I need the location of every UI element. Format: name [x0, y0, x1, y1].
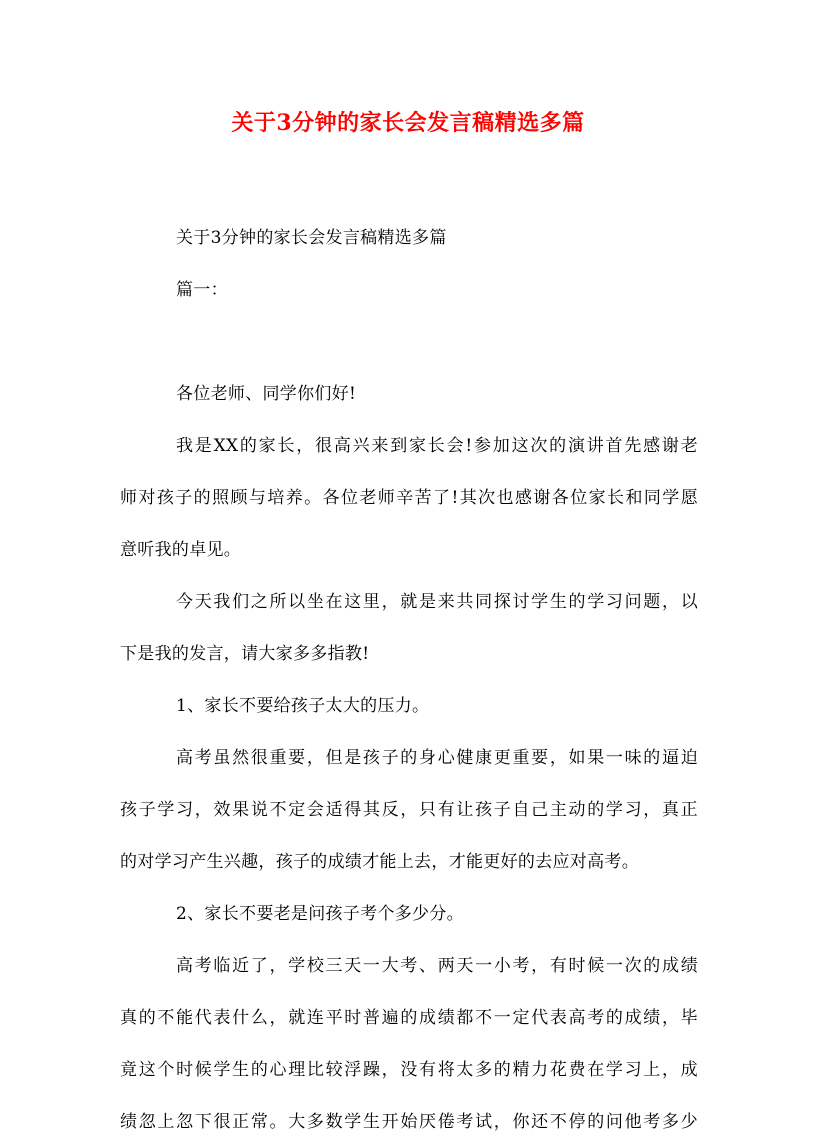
paragraph-line: 下是我的发言，请大家多多指教!: [120, 644, 370, 664]
paragraph-line: 的对学习产生兴趣，孩子的成绩才能上去，才能更好的去应对高考。: [120, 852, 639, 872]
blank-line: [120, 327, 698, 379]
document-body: [120, 223, 698, 1138]
greeting-line: 各位老师、同学你们好!: [176, 384, 357, 404]
paragraph-3: [120, 743, 698, 878]
paragraph-line: 我是XX的家长，很高兴来到家长会!参加这次的演讲首先感谢老: [176, 436, 698, 456]
document-title: 关于3分钟的家长会发言稿精选多篇: [231, 110, 585, 136]
paragraph-line: 真的不能代表什么，就连平时普遍的成绩都不一定代表高考的成绩，毕: [120, 1008, 698, 1028]
paragraph-line: 竟这个时候学生的心理比较浮躁，没有将太多的精力花费在学习上，成: [120, 1060, 698, 1080]
subtitle-line: 关于3分钟的家长会发言稿精选多篇: [176, 228, 447, 248]
paragraph-1: [120, 431, 698, 566]
paragraph-line: 今天我们之所以坐在这里，就是来共同探讨学生的学习问题，以: [176, 592, 698, 612]
paragraph-line: 师对孩子的照顾与培养。各位老师辛苦了!其次也感谢各位家长和同学愿: [120, 488, 698, 508]
paragraph-4: [120, 951, 698, 1138]
paragraph-line: 孩子学习，效果说不定会适得其反，只有让孩子自己主动的学习，真正: [120, 800, 698, 820]
paragraph-line: 绩忽上忽下很正常。大多数学生开始厌倦考试，你还不停的问他考多少: [120, 1112, 698, 1132]
section-heading: 篇一：: [176, 280, 228, 300]
paragraph-line: 意听我的卓见。: [120, 540, 242, 560]
paragraph-2: [120, 587, 698, 670]
paragraph-line: 高考虽然很重要，但是孩子的身心健康更重要，如果一味的逼迫: [176, 748, 698, 768]
point-1-heading: 1、家长不要给孩子太大的压力。: [176, 696, 430, 716]
point-2-heading: 2、家长不要老是问孩子考个多少分。: [176, 904, 464, 924]
paragraph-line: 高考临近了，学校三天一大考、两天一小考，有时候一次的成绩: [176, 956, 698, 976]
